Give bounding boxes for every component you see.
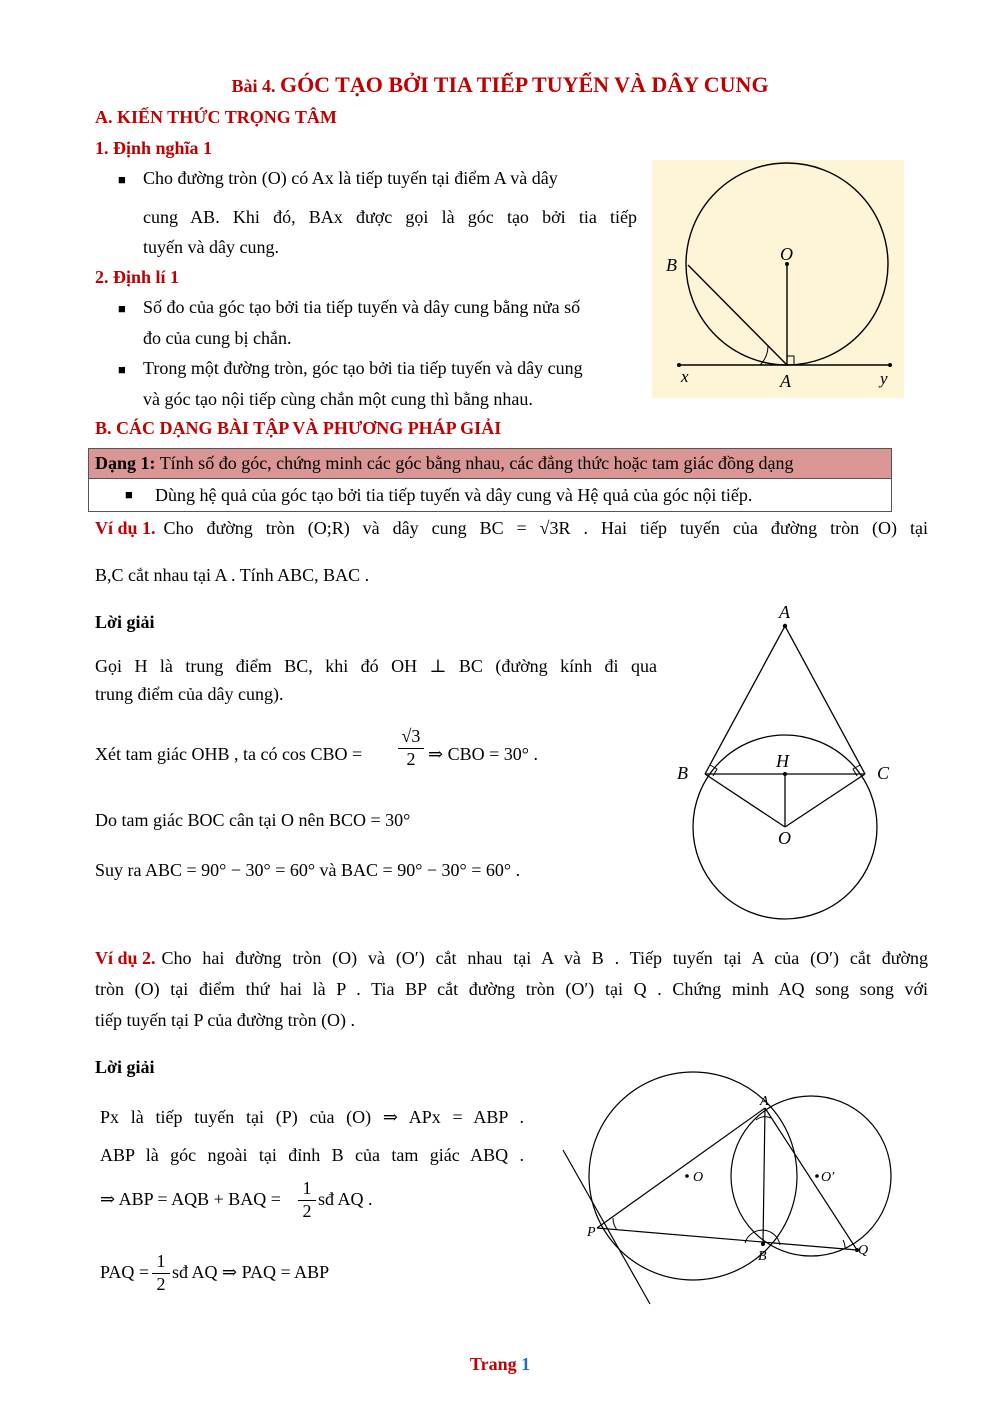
section-b-heading: B. CÁC DẠNG BÀI TẬP VÀ PHƯƠNG PHÁP GIẢI xyxy=(95,418,502,438)
page-title xyxy=(0,72,1000,98)
label-p: P xyxy=(587,1225,596,1240)
example2-line-1 xyxy=(95,948,928,969)
angle-arc-q xyxy=(843,1240,845,1248)
two-tangents-figure xyxy=(670,596,910,926)
bullet-icon: ■ xyxy=(118,172,126,187)
fraction-one-half xyxy=(152,1251,170,1294)
tangent-ac xyxy=(785,626,865,774)
example2-problem-1: Cho hai đường tròn (O) và (O′) cắt nhau tại A và B . Tiếp tuyến tại A của (O′) cắt đường xyxy=(161,948,928,968)
definition-line-1: Cho đường tròn (O) có Ax là tiếp tuyến tại điểm A và dây xyxy=(143,168,558,188)
definition-line-3: tuyến và dây cung. xyxy=(143,237,279,257)
problem-type-text: Tính số đo góc, chứng minh các góc bằng nhau, các đẳng thức hoặc tam giác đồng dạng xyxy=(155,453,794,473)
theorem1-line-1: Số đo của góc tạo bởi tia tiếp tuyến và dây cung bằng nửa số xyxy=(143,297,581,317)
label-h: H xyxy=(776,751,789,771)
example1-solution-3-post: ⇒ CBO = 30° . xyxy=(428,744,538,764)
example2-solution-1: Px là tiếp tuyến tại (P) của (O) ⇒ APx = ABP . xyxy=(100,1107,524,1127)
fraction-numerator: 1 xyxy=(156,1251,166,1271)
fraction-denominator: 2 xyxy=(398,748,424,769)
example2-label: Ví dụ 2. xyxy=(95,948,156,968)
page-number: 1 xyxy=(521,1354,531,1374)
section-a-heading: A. KIẾN THỨC TRỌNG TÂM xyxy=(95,107,337,127)
label-q: Q xyxy=(858,1243,869,1258)
example2-solution-4-pre: PAQ = xyxy=(100,1262,150,1282)
theorem1-line-2: đo của cung bị chắn. xyxy=(143,328,292,348)
point-o-prime xyxy=(815,1174,819,1178)
label-b: B xyxy=(666,255,677,275)
label-b: B xyxy=(758,1249,767,1264)
label-o: O xyxy=(778,828,791,848)
fraction-sqrt3-over-2 xyxy=(398,726,424,769)
definition-line-2: cung AB. Khi đó, BAx được gọi là góc tạo bởi tia tiếp xyxy=(143,207,637,227)
problem-type-method xyxy=(89,479,891,511)
bullet-icon: ■ xyxy=(125,487,133,502)
example1-problem-1: Cho đường tròn (O;R) và dây cung BC = √3R . Hai tiếp tuyến của đường tròn (O) tại xyxy=(163,518,928,538)
label-o: O xyxy=(780,244,793,264)
theorem2-line-2: và góc tạo nội tiếp cùng chắn một cung thì bằng nhau. xyxy=(143,389,533,409)
fraction-one-half xyxy=(298,1178,316,1221)
lesson-title: GÓC TẠO BỞI TIA TIẾP TUYẾN VÀ DÂY CUNG xyxy=(279,72,769,97)
segment-ap xyxy=(597,1108,765,1228)
page-label: Trang xyxy=(469,1354,517,1374)
theorem-heading: 2. Định lí 1 xyxy=(95,267,180,287)
example2-solution-label: Lời giải xyxy=(95,1057,155,1077)
example2-problem-2: tròn (O) tại điểm thứ hai là P . Tia BP cắt đường tròn (O′) tại Q . Chứng minh AQ song song với xyxy=(95,979,928,999)
label-b: B xyxy=(677,763,688,783)
segment-bo xyxy=(705,774,785,827)
example1-label: Ví dụ 1. xyxy=(95,518,156,538)
problem-type-header xyxy=(89,449,891,479)
label-c: C xyxy=(877,763,890,783)
label-x: x xyxy=(681,367,689,386)
segment-pq xyxy=(597,1228,857,1250)
example1-line-1 xyxy=(95,518,928,539)
point-a xyxy=(783,624,787,628)
example2-solution-3-post: sđ AQ . xyxy=(318,1189,373,1209)
example1-solution-4: Do tam giác BOC cân tại O nên BCO = 30° xyxy=(95,810,411,830)
fraction-numerator: √3 xyxy=(401,726,421,746)
label-o-prime: O′ xyxy=(821,1170,835,1185)
point-y xyxy=(888,363,892,367)
example2-problem-3: tiếp tuyến tại P của đường tròn (O) . xyxy=(95,1010,356,1030)
segment-aq xyxy=(765,1108,857,1250)
problem-type-label: Dạng 1: xyxy=(95,453,156,473)
example1-solution-5: Suy ra ABC = 90° − 30° = 60° và BAC = 90° − 30° = 60° . xyxy=(95,860,521,880)
example2-solution-2: ABP là góc ngoài tại đỉnh B của tam giác ABQ . xyxy=(100,1145,524,1165)
label-a: A xyxy=(780,371,791,391)
example2-solution-3-pre: ⇒ ABP = AQB + BAQ = xyxy=(100,1189,281,1209)
example1-solution-1: Gọi H là trung điểm BC, khi đó OH ⊥ BC (đường kính đi qua xyxy=(95,656,657,676)
segment-ab xyxy=(763,1108,765,1244)
definition-heading: 1. Định nghĩa 1 xyxy=(95,138,213,158)
bullet-icon: ■ xyxy=(118,301,126,316)
segment-co xyxy=(785,774,865,827)
tangent-ab xyxy=(705,626,785,774)
problem-type-box xyxy=(88,448,892,512)
label-a: A xyxy=(760,1094,769,1109)
theorem2-line-1: Trong một đường tròn, góc tạo bởi tia tiếp tuyến và dây cung xyxy=(143,358,583,378)
tangent-px xyxy=(563,1150,650,1304)
point-o xyxy=(685,1174,689,1178)
point-b xyxy=(761,1242,765,1246)
label-y: y xyxy=(880,369,888,388)
fraction-denominator: 2 xyxy=(152,1273,170,1294)
two-circles-figure xyxy=(555,1068,900,1308)
example1-problem-2: B,C cắt nhau tại A . Tính ABC, BAC . xyxy=(95,565,370,585)
bullet-icon: ■ xyxy=(118,362,126,377)
fraction-numerator: 1 xyxy=(302,1178,312,1198)
point-h xyxy=(783,772,787,776)
figure-background xyxy=(652,160,904,398)
label-a: A xyxy=(779,602,790,622)
label-o: O xyxy=(693,1170,704,1185)
angle-arc-p xyxy=(613,1218,617,1230)
angle-arc-a xyxy=(756,1117,771,1120)
lesson-label: Bài 4. xyxy=(231,76,276,96)
page-footer xyxy=(0,1354,1000,1375)
method-text: Dùng hệ quả của góc tạo bởi tia tiếp tuyến và dây cung và Hệ quả của góc nội tiếp. xyxy=(155,485,753,505)
example2-solution-4-post: sđ AQ ⇒ PAQ = ABP xyxy=(172,1262,330,1282)
fraction-denominator: 2 xyxy=(298,1200,316,1221)
example1-solution-label: Lời giải xyxy=(95,612,155,632)
example1-solution-2: trung điểm của dây cung). xyxy=(95,684,284,704)
example1-solution-3-pre: Xét tam giác OHB , ta có cos CBO = xyxy=(95,744,363,764)
tangent-chord-figure xyxy=(652,160,904,398)
